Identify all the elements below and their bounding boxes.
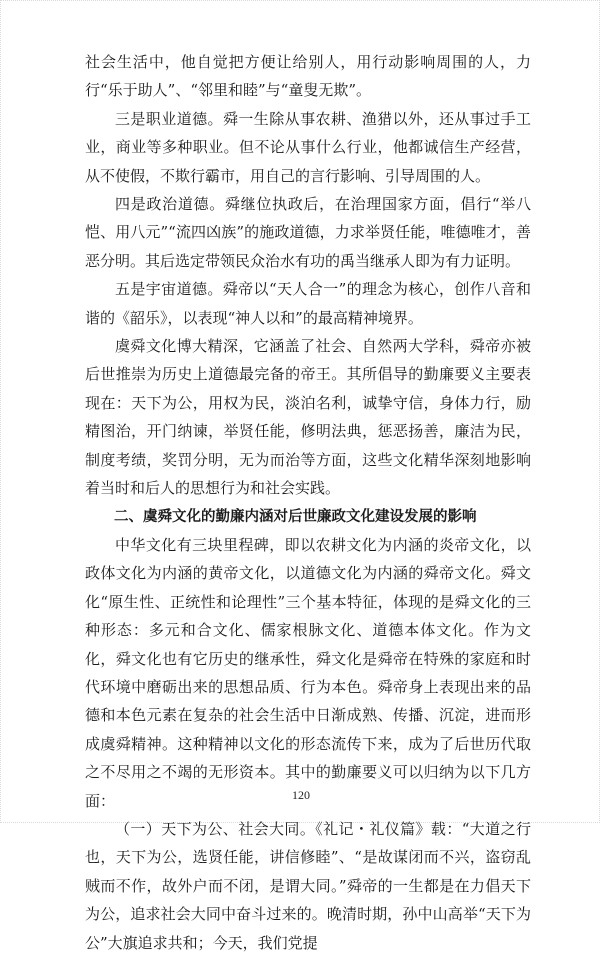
section-heading: 二、虞舜文化的勤廉内涵对后世廉政文化建设发展的影响 xyxy=(114,508,477,525)
page-number: 120 xyxy=(292,788,310,802)
paragraph-social-life: 社会生活中，他自觉把方便让给别人，用行动影响周围的人，力行“乐于助人”、“邻里和睦”与“童叟无欺”。 xyxy=(85,53,531,100)
paragraph-three-milestones: 中华文化有三块里程碑，即以农耕文化为内涵的炎帝文化，以政体文化为内涵的黄帝文化，以道德文化为内涵的舜帝文化。舜文化“原生性、正统性和论理性”三个基本特征，体现的是舜文化的三种形态：多元和合文化、儒家根脉文化、道德本体文化。作为文化，舜文化也有它历史的继承性，舜文化是舜帝在特殊的家庭和时代环境中磨砺出来的思想品质、行为本色。舜帝身上表现出来的品德和本色元素在复杂的社会生活中日渐成熟、传播、沉淀，进而形成虞舜精神。这种精神以文化的形态流传下来，成为了后世历代取之不尽用之不竭的无形资本。其中的勤廉要义可以归纳为以下几方面： xyxy=(85,535,531,810)
paragraph-professional-ethics: 三是职业道德。舜一生除从事农耕、渔猎以外，还从事过手工业，商业等多种职业。但不论从事什么行业，他都诚信生产经营，从不使假，不欺行霸市，用自己的言行影响、引导周围的人。 xyxy=(85,109,531,185)
paragraph-yushun-culture: 虞舜文化博大精深，它涵盖了社会、自然两大学科，舜帝亦被后世推崇为历史上道德最完备的帝王。其所倡导的勤廉要义主要表现在：天下为公，用权为民，淡泊名利，诚挚守信，身体力行，励精图治，开门纳谏，举贤任能，修明法典，惩恶扬善，廉洁为民，制度考绩，奖罚分明，无为而治等方面，这些文化精华深刻地影响着当时和后人的思想行为和社会实践。 xyxy=(85,337,531,498)
paragraph-world-for-all: （一）天下为公、社会大同。《礼记・礼仪篇》载：“大道之行也，天下为公，选贤任能，讲信修睦”、“是故谋闭而不兴，盗窃乱贼而不作，故外户而不闭，是谓大同。”舜帝的一生都是在力倡天下为公，追求社会大同中奋斗过来的。晚清时期，孙中山高举“天下为公”大旗追求共和；今天，我们党提 xyxy=(85,819,531,952)
paragraph-cosmic-ethics: 五是宇宙道德。舜帝以“天人合一”的理念为核心，创作八音和谐的《韶乐》，以表现“神人以和”的最高精神境界。 xyxy=(85,280,531,327)
page-body xyxy=(85,48,531,957)
paragraph-political-ethics: 四是政治道德。舜继位执政后，在治理国家方面，倡行“举八恺、用八元”“流四凶族”的施政道德，力求举贤任能，唯德唯才，善恶分明。其后选定带领民众治水有功的禹当继承人即为有力证明。 xyxy=(85,195,531,270)
